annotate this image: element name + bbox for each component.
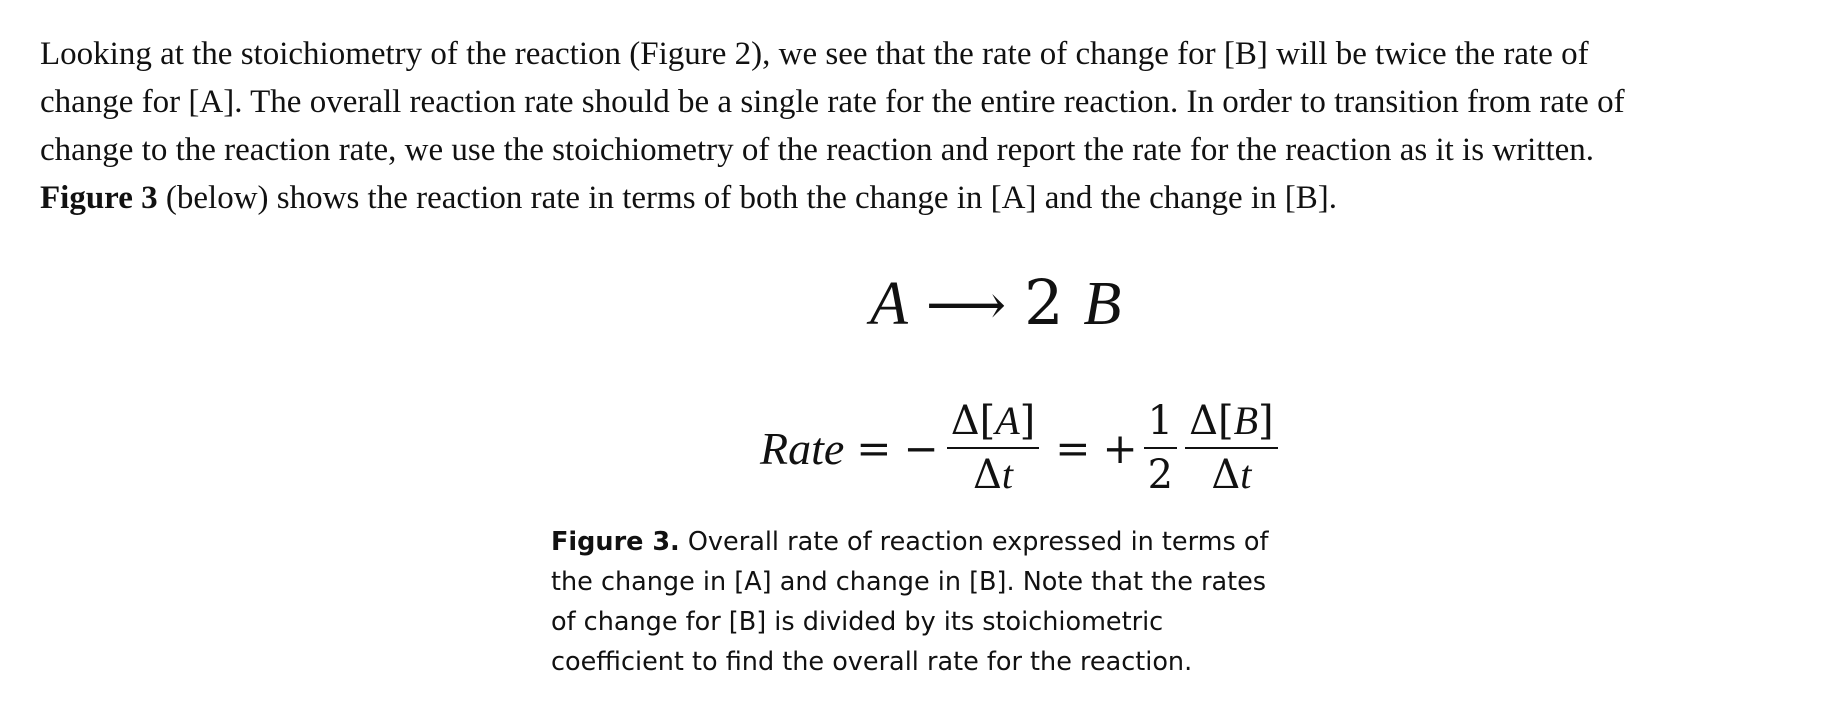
fraction-delta-b-numerator: [1185, 395, 1278, 449]
figure-caption: [551, 522, 1311, 682]
delta-symbol: Δ: [972, 452, 1002, 498]
caption-line-1-text: Overall rate of reaction expressed in terms of: [679, 527, 1269, 557]
reaction-equation: [870, 268, 1121, 341]
fraction-delta-a: [947, 395, 1040, 501]
delta-symbol: Δ: [1211, 452, 1241, 498]
paragraph-line-4-text: (below) shows the reaction rate in terms of both the change in [A] and the change in [B].: [157, 180, 1338, 216]
equals-sign-2: =: [1055, 423, 1091, 473]
fraction-one-half-numerator: 1: [1144, 395, 1177, 449]
paragraph-line-1: Looking at the stoichiometry of the reaction (Figure 2), we see that the rate of change for [B] will be twice the rate of: [40, 36, 1589, 72]
body-paragraph: [40, 30, 1810, 222]
caption-line-2: the change in [A] and change in [B]. Note that the rates: [551, 567, 1267, 597]
reaction-arrow: ⟶: [925, 273, 1007, 338]
fraction-one-half-denominator: 2: [1147, 452, 1174, 498]
fraction-delta-a-denominator: [969, 449, 1017, 501]
time-variable: t: [1240, 452, 1252, 497]
caption-line-4: coefficient to find the overall rate for the reaction.: [551, 647, 1193, 677]
delta-bracket-open: Δ[: [950, 398, 996, 444]
delta-bracket-open: Δ[: [1189, 398, 1234, 444]
rate-equation: [760, 388, 1282, 508]
time-variable: t: [1001, 452, 1013, 497]
caption-label: Figure 3.: [551, 527, 680, 557]
equals-sign-1: =: [856, 423, 892, 473]
plus-sign: +: [1102, 423, 1138, 473]
caption-line-1: [551, 522, 1311, 562]
minus-sign: −: [903, 423, 939, 473]
species-a: A: [995, 398, 1020, 443]
caption-line-3: of change for [B] is divided by its stoichiometric: [551, 607, 1164, 637]
fraction-delta-b: [1185, 395, 1278, 501]
fraction-one-half: [1144, 395, 1177, 501]
product-coefficient: 2: [1024, 266, 1064, 339]
reactant: A: [870, 270, 908, 338]
bracket-close: ]: [1258, 398, 1274, 444]
rate-label: Rate: [760, 422, 845, 474]
paragraph-line-4: [40, 174, 1810, 222]
bracket-close: ]: [1019, 398, 1036, 444]
fraction-delta-b-denominator: [1207, 449, 1255, 501]
fraction-delta-a-numerator: [947, 395, 1040, 449]
paragraph-line-2: change for [A]. The overall reaction rate should be a single rate for the entire reaction. In order to transition from rate of: [40, 84, 1625, 120]
species-b: B: [1233, 398, 1259, 443]
paragraph-line-3: change to the reaction rate, we use the stoichiometry of the reaction and report the rate for the reaction as it is written.: [40, 132, 1595, 168]
figure-reference: Figure 3: [40, 180, 158, 216]
product: B: [1083, 270, 1122, 338]
